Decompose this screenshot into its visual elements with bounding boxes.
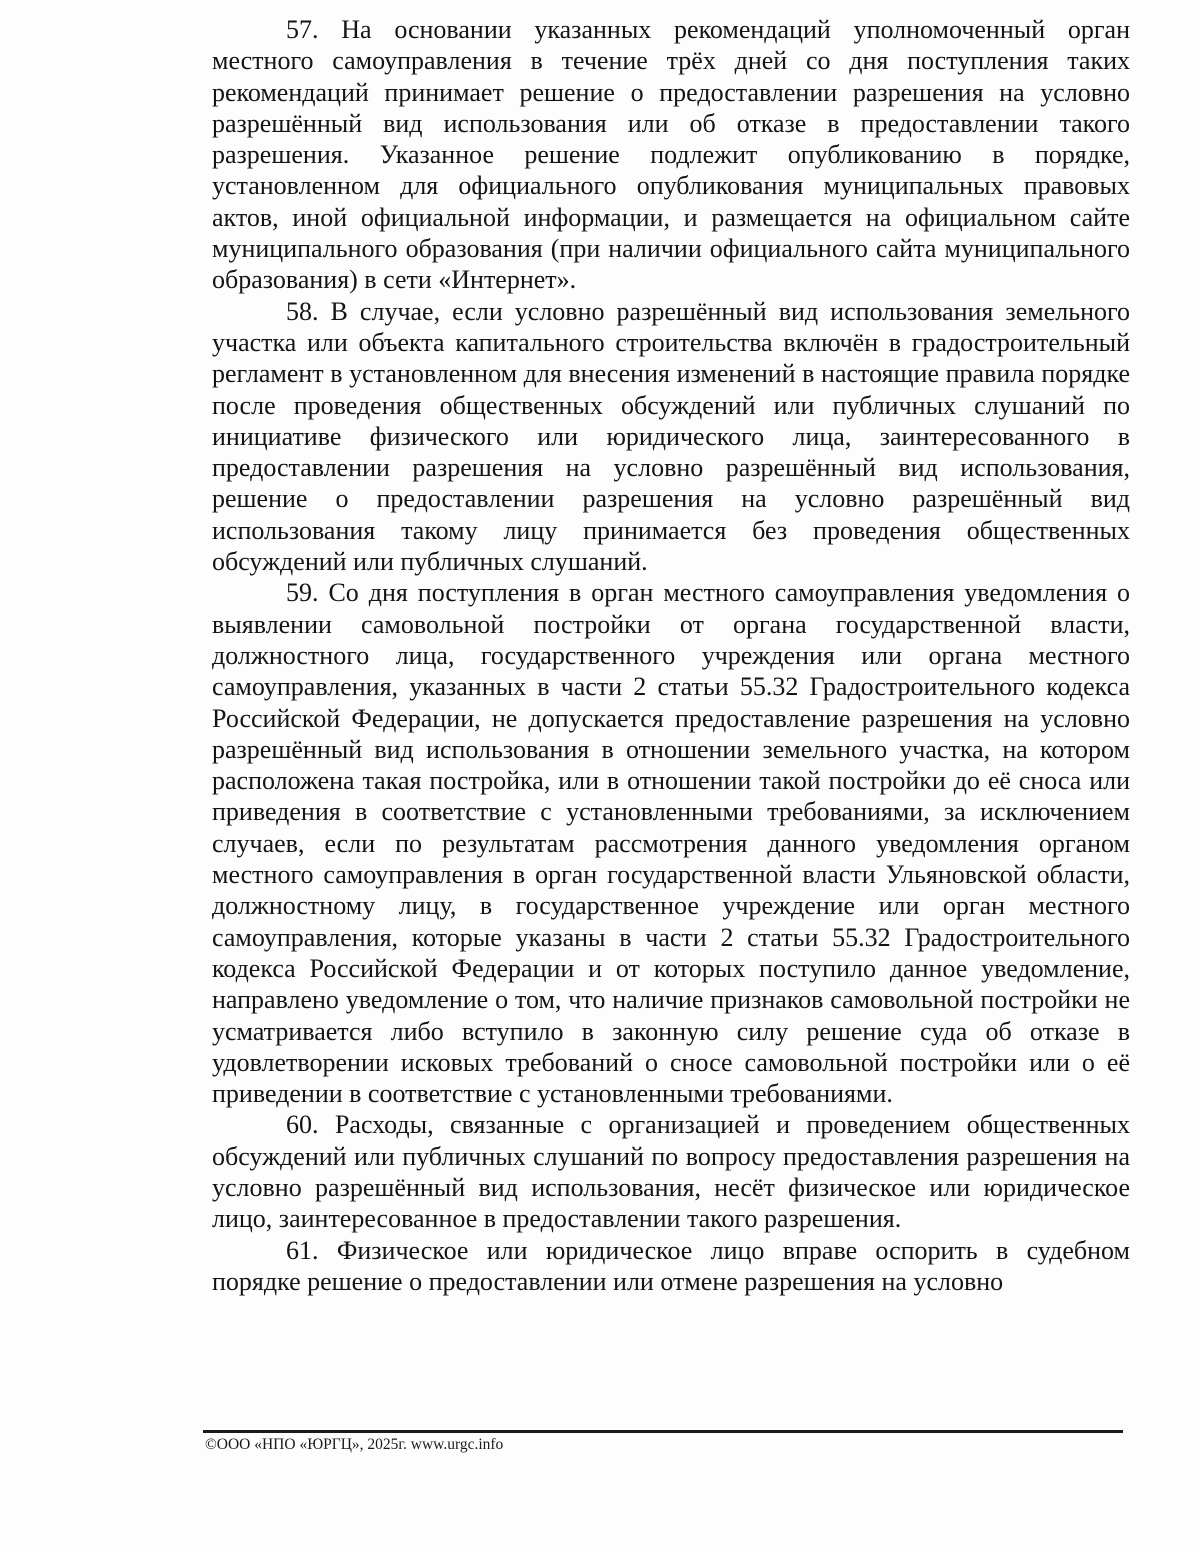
document-body	[212, 14, 1130, 1297]
paragraph-57	[212, 14, 1130, 296]
paragraph-number: 58.	[286, 296, 319, 326]
paragraph-text: Физическое или юридическое лицо вправе оспорить в судебном порядке решение о предоставлении или отмене разрешения на условно	[212, 1235, 1130, 1296]
paragraph-58	[212, 296, 1130, 578]
paragraph-number: 60.	[286, 1110, 319, 1140]
paragraph-text: Расходы, связанные с организацией и проведением общественных обсуждений или публичных слушаний по вопросу предоставления разрешения на условно разрешённый вид использования, несёт физическое или юридическое лицо, заинтересованное в предоставлении такого разрешения.	[212, 1110, 1130, 1234]
paragraph-61	[212, 1235, 1130, 1298]
paragraph-59	[212, 577, 1130, 1109]
paragraph-60	[212, 1109, 1130, 1234]
paragraph-text: Со дня поступления в орган местного самоуправления уведомления о выявлении самовольной постройки от органа государственной власти, должностного лица, государственного учреждения или органа местного самоуправления, указанных в части 2 статьи 55.32 Градостроительного кодекса Российской Федерации, не допускается предоставление разрешения на условно разрешённый вид использования в отношении земельного участка, на котором расположена такая постройка, или в отношении такой постройки до её сноса или приведения в соответствие с установленными требованиями, за исключением случаев, если по результатам рассмотрения данного уведомления органом местного самоуправления в орган государственной власти Ульяновской области, должностному лицу, в государственное учреждение или орган местного самоуправления, которые указаны в части 2 статьи 55.32 Градостроительного кодекса Российской Федерации и от которых поступило данное уведомление, направлено уведомление о том, что наличие признаков самовольной постройки не усматривается либо вступило в законную силу решение суда об отказе в удовлетворении исковых требований о сносе самовольной постройки или о её приведении в соответствие с установленными требованиями.	[212, 578, 1131, 1109]
footer-divider	[203, 1430, 1123, 1433]
footer-copyright: ©ООО «НПО «ЮРГЦ», 2025г. www.urgc.info	[205, 1436, 504, 1453]
paragraph-number: 61.	[286, 1235, 319, 1265]
paragraph-text: В случае, если условно разрешённый вид использования земельного участка или объекта капитального строительства включён в градостроительный регламент в установленном для внесения изменений в настоящие правила порядке после проведения общественных обсуждений или публичных слушаний по инициативе физического или юридического лица, заинтересованного в предоставлении разрешения на условно разрешённый вид использования, решение о предоставлении разрешения на условно разрешённый вид использования такому лицу принимается без проведения общественных обсуждений или публичных слушаний.	[212, 296, 1130, 577]
paragraph-number: 59.	[286, 578, 319, 608]
paragraph-text: На основании указанных рекомендаций уполномоченный орган местного самоуправления в течение трёх дней со дня поступления таких рекомендаций принимает решение о предоставлении разрешения на условно разрешённый вид использования или об отказе в предоставлении такого разрешения. Указанное решение подлежит опубликованию в порядке, установленном для официального опубликования муниципальных правовых актов, иной официальной информации, и размещается на официальном сайте муниципального образования (при наличии официального сайта муниципального образования) в сети «Интернет».	[212, 15, 1131, 295]
paragraph-number: 57.	[286, 15, 319, 44]
